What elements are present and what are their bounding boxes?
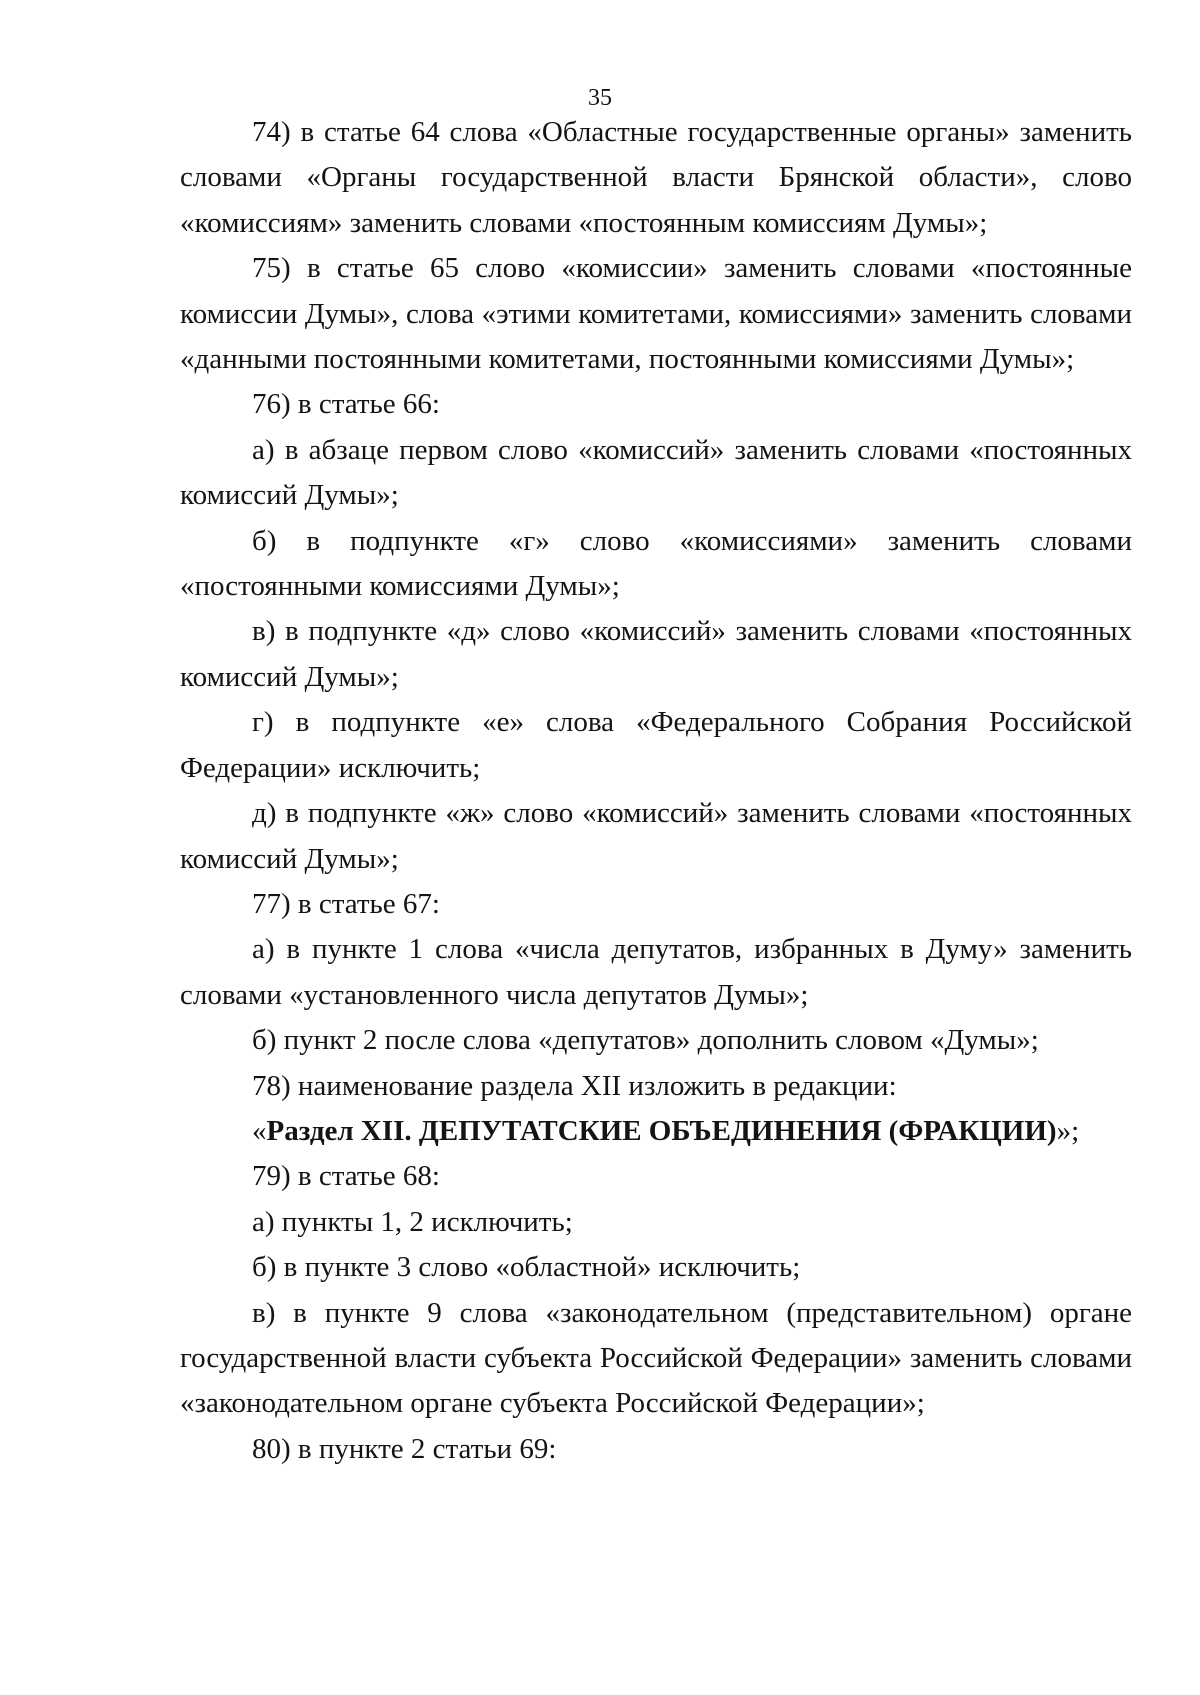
- amendment-76-a: а) в абзаце первом слово «комиссий» заменить словами «постоянных комиссий Думы»;: [180, 433, 1132, 512]
- amendment-78: 78) наименование раздела XII изложить в редакции:: [252, 1069, 897, 1102]
- heading-close-quote: »;: [1056, 1114, 1080, 1147]
- amendment-77-b: б) пункт 2 после слова «депутатов» дополнить словом «Думы»;: [252, 1024, 1039, 1057]
- amendment-76-d: д) в подпункте «ж» слово «комиссий» заменить словами «постоянных комиссий Думы»;: [180, 797, 1132, 875]
- amendment-77-a: а) в пункте 1 слова «числа депутатов, избранных в Думу» заменить словами «установленного числа депутатов Думы»;: [180, 933, 1132, 1011]
- amendment-76-g: г) в подпункте «е» слова «Федерального Собрания Российской Федерации» исключить;: [180, 706, 1132, 784]
- document-body: [180, 110, 1132, 1472]
- amendment-76: 76) в статье 66:: [252, 388, 440, 421]
- heading-open-quote: «: [252, 1114, 267, 1147]
- page-number: 35: [588, 85, 612, 111]
- heading-title: Раздел XII. ДЕПУТАТСКИЕ ОБЪЕДИНЕНИЯ (ФРАКЦИИ): [266, 1114, 1057, 1147]
- amendment-80: 80) в пункте 2 статьи 69:: [252, 1432, 557, 1465]
- amendment-76-v: в) в подпункте «д» слово «комиссий» заменить словами «постоянных комиссий Думы»;: [180, 615, 1132, 693]
- amendment-77: 77) в статье 67:: [252, 887, 440, 920]
- section-heading: [180, 1109, 1132, 1154]
- amendment-79-v: в) в пункте 9 слова «законодательном (представительном) органе государственной власти субъекта Российской Федерации» заменить словами «законодательном органе субъекта Российской Федерации»;: [180, 1296, 1132, 1420]
- amendment-76-b: б) в подпункте «г» слово «комиссиями» заменить словами «постоянными комиссиями Думы»;: [180, 524, 1132, 603]
- amendment-79: 79) в статье 68:: [252, 1160, 440, 1193]
- amendment-75: 75) в статье 65 слово «комиссии» заменить словами «постоянные комиссии Думы», слова «этими комитетами, комиссиями» заменить словами «данными постоянными комитетами, постоянными комиссиями Думы»;: [180, 252, 1132, 376]
- amendment-74: 74) в статье 64 слова «Областные государственные органы» заменить словами «Органы государственной власти Брянской области», слово «комиссиям» заменить словами «постоянным комиссиям Думы»;: [180, 116, 1132, 239]
- amendment-79-b: б) в пункте 3 слово «областной» исключить;: [252, 1251, 801, 1284]
- amendment-79-a: а) пункты 1, 2 исключить;: [252, 1205, 573, 1238]
